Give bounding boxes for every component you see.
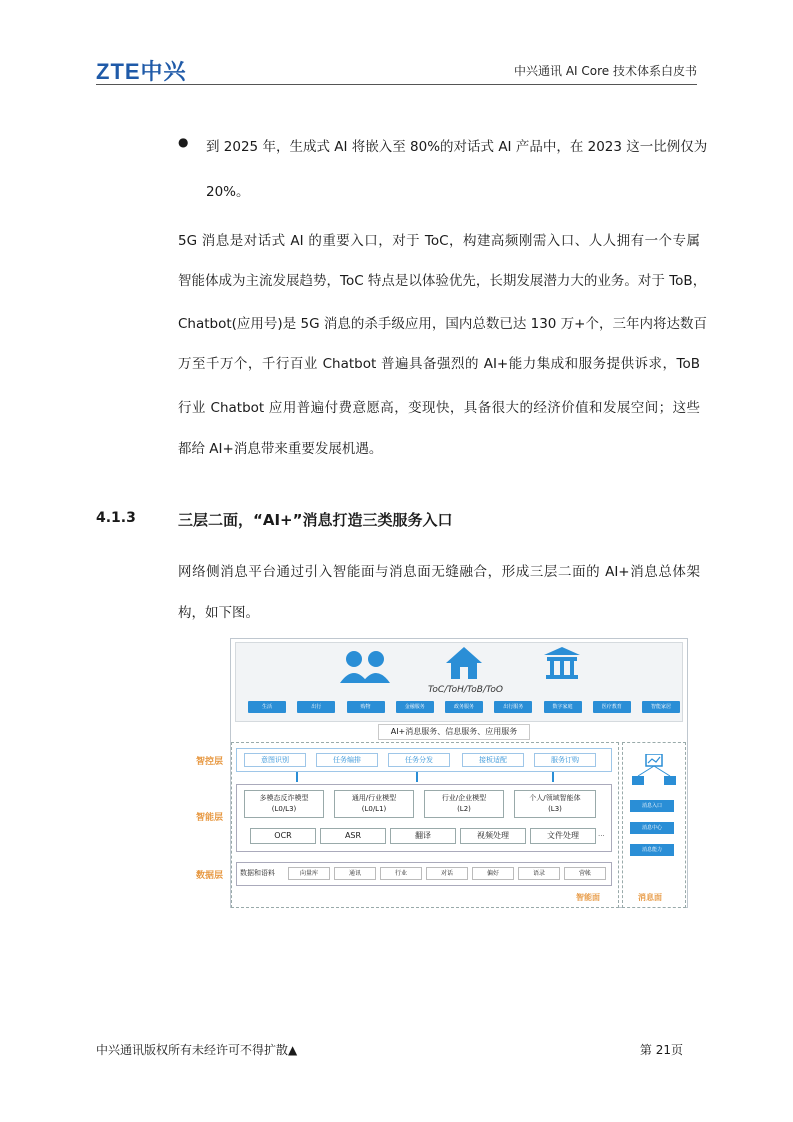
bullet-icon: ● — [178, 135, 189, 149]
section-number: 4.1.3 — [96, 510, 136, 526]
scenario-pill: 生活 — [248, 701, 286, 713]
smart-layer-label: 智能层 — [196, 813, 224, 823]
paragraph-line: 构，如下图。 — [178, 605, 259, 621]
smart-plane-label: 智能面 — [576, 893, 600, 902]
bank-icon — [542, 645, 582, 681]
paragraph-line: Chatbot(应用号)是 5G 消息的杀手级应用，国内总数已达 130 万+个，三年内将达数百 — [178, 316, 707, 332]
data-item: 通讯 — [334, 867, 376, 880]
tool-box: 文件处理 — [530, 828, 596, 844]
data-item: 行业 — [380, 867, 422, 880]
model-box — [514, 790, 596, 818]
page-number: 第 21页 — [639, 1043, 683, 1057]
scenario-pill: 智能家居 — [642, 701, 680, 713]
data-layer-title: 数据和语料 — [240, 869, 275, 877]
control-layer-label: 智控层 — [196, 757, 224, 767]
model-box — [334, 790, 414, 818]
paragraph-line: 万至千万个，千行百业 Chatbot 普遍具备强烈的 AI+能力集成和服务提供诉求，ToB — [178, 356, 700, 372]
users-icon — [336, 649, 396, 685]
message-item: 消息中心 — [630, 822, 674, 834]
section-title: 三层二面，“AI+”消息打造三类服务入口 — [178, 511, 453, 529]
model-level: (L0/L3) — [271, 805, 297, 813]
data-item: 偏好 — [472, 867, 514, 880]
scenario-pill: 出行服务 — [494, 701, 532, 713]
ai-service-box: AI+消息服务、信息服务、应用服务 — [378, 724, 530, 740]
footer-copyright: 中兴通讯版权所有未经许可不得扩散▲ — [96, 1043, 298, 1057]
audience-label: ToC/ToH/ToB/ToO — [428, 685, 503, 695]
paragraph-line: 都给 AI+消息带来重要发展机遇。 — [178, 441, 383, 457]
data-item: 语录 — [518, 867, 560, 880]
arrow-icon — [552, 772, 554, 782]
bullet-line: 20%。 — [206, 184, 250, 200]
scenario-pill: 医疗教育 — [593, 701, 631, 713]
model-level: (L2) — [457, 805, 471, 813]
network-icon — [632, 754, 676, 788]
home-icon — [444, 645, 484, 681]
message-plane-label: 消息面 — [638, 893, 662, 902]
scenario-pill: 出行 — [297, 701, 335, 713]
paragraph-line: 行业 Chatbot 应用普遍付费意愿高，变现快，具备很大的经济价值和发展空间；这些 — [178, 400, 700, 416]
tool-box: OCR — [250, 828, 316, 844]
audience-panel — [235, 642, 683, 722]
model-level: (L0/L1) — [361, 805, 387, 813]
control-item: 意图识别 — [244, 753, 306, 767]
model-name: 行业/企业模型 — [441, 794, 487, 802]
scenario-row — [248, 701, 680, 713]
arrow-icon — [296, 772, 298, 782]
scenario-pill: 金融服务 — [396, 701, 434, 713]
scenario-pill: 数字家庭 — [544, 701, 582, 713]
model-box — [424, 790, 504, 818]
arrow-icon — [416, 772, 418, 782]
document-title: 中兴通讯 AI Core 技术体系白皮书 — [514, 64, 697, 78]
zte-logo: ZTE中兴 — [96, 59, 187, 84]
control-item: 任务编排 — [316, 753, 378, 767]
header-divider — [96, 84, 697, 85]
data-item: 对话 — [426, 867, 468, 880]
control-item: 任务分发 — [388, 753, 450, 767]
model-level: (L3) — [548, 805, 562, 813]
control-item: 服务订购 — [534, 753, 596, 767]
ellipsis: ... — [598, 830, 605, 838]
scenario-pill: 购物 — [347, 701, 385, 713]
tool-box: ASR — [320, 828, 386, 844]
data-layer-label: 数据层 — [196, 871, 224, 881]
model-name: 个人/领域智能体 — [529, 794, 581, 802]
tool-box: 翻译 — [390, 828, 456, 844]
data-item: 营帐 — [564, 867, 606, 880]
bullet-line: 到 2025 年，生成式 AI 将嵌入至 80%的对话式 AI 产品中，在 2023 这一比例仅为 — [206, 139, 708, 155]
model-box — [244, 790, 324, 818]
model-name: 通用/行业模型 — [351, 794, 397, 802]
paragraph-line: 网络侧消息平台通过引入智能面与消息面无缝融合，形成三层二面的 AI+消息总体架 — [178, 564, 700, 580]
message-item: 消息入口 — [630, 800, 674, 812]
architecture-diagram — [196, 638, 688, 908]
paragraph-line: 5G 消息是对话式 AI 的重要入口，对于 ToC，构建高频刚需入口、人人拥有一个专属 — [178, 233, 700, 249]
data-item: 向量库 — [288, 867, 330, 880]
scenario-pill: 政务服务 — [445, 701, 483, 713]
model-name: 多模态反诈模型 — [259, 794, 309, 802]
paragraph-line: 智能体成为主流发展趋势，ToC 特点是以体验优先，长期发展潜力大的业务。对于 ToB， — [178, 273, 707, 289]
control-item: 接板适配 — [462, 753, 524, 767]
tool-box: 视频处理 — [460, 828, 526, 844]
message-item: 消息能力 — [630, 844, 674, 856]
